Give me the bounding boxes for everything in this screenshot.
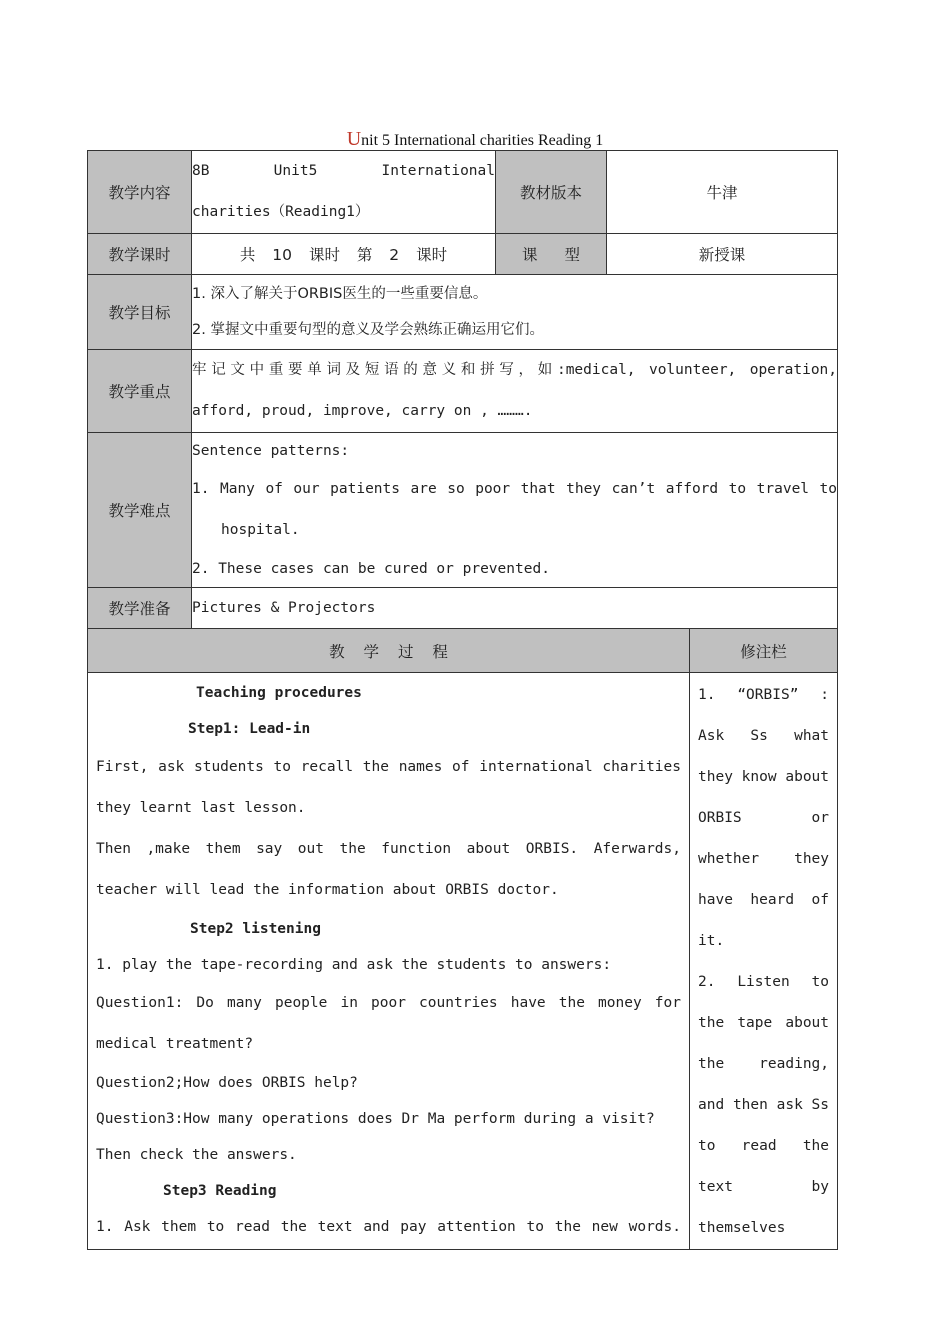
key-points-value (192, 350, 838, 433)
difficulties-value (192, 433, 838, 588)
step1-paragraph-2: Then ,make them say out the function about ORBIS. Aferwards, teacher will lead the information about ORBIS doctor. (96, 841, 681, 898)
step1-paragraph-1: First, ask students to recall the names of international charities they learnt last lesson. (96, 759, 681, 816)
difficulty-item-2: 2. These cases can be cured or prevented. (192, 561, 550, 577)
note-line: themselves (698, 1220, 786, 1236)
process-header: 教 学 过 程 (88, 629, 690, 673)
title-first-letter: U (346, 128, 362, 150)
row-period (88, 234, 838, 275)
note-line: text by (698, 1179, 830, 1195)
step3-instruction: 1. Ask them to read the text and pay attention to the new words. (96, 1219, 681, 1235)
label-objectives: 教学目标 (88, 275, 192, 350)
row-key-points (88, 350, 838, 433)
procedure-cell (88, 673, 690, 1250)
difficulty-item-1: 1. Many of our patients are so poor that they can’t afford to travel to hospital. (192, 481, 838, 538)
label-preparation: 教学准备 (88, 588, 192, 629)
check-answers: Then check the answers. (96, 1147, 297, 1163)
notes-cell (690, 673, 838, 1250)
objectives-value (192, 275, 838, 350)
type-value: 新授课 (607, 234, 838, 275)
note-line: 1. “ORBIS” : (698, 687, 830, 703)
question-1: Question1: Do many people in poor countries have the money for medical treatment? (96, 995, 681, 1052)
label-type: 课 型 (496, 234, 607, 275)
note-line: to read the (698, 1138, 830, 1154)
lesson-plan-table (87, 150, 838, 1250)
preparation-value: Pictures & Projectors (192, 588, 838, 629)
row-preparation (88, 588, 838, 629)
question-3: Question3:How many operations does Dr Ma perform during a visit? (96, 1111, 655, 1127)
notes-header: 修注栏 (690, 629, 838, 673)
row-content (88, 151, 838, 234)
key-points-line-2: afford, proud, improve, carry on , ………. (192, 403, 533, 419)
row-procedure (88, 673, 838, 1250)
row-difficulties (88, 433, 838, 588)
row-objectives (88, 275, 838, 350)
step2-heading: Step2 listening (190, 921, 321, 937)
edition-value: 牛津 (607, 151, 838, 234)
question-2: Question2;How does ORBIS help? (96, 1075, 358, 1091)
note-line: the tape about (698, 1015, 830, 1031)
objective-item: 1. 深入了解关于ORBIS医生的一些重要信息。 (192, 286, 488, 302)
note-line: ORBIS or (698, 810, 830, 826)
title-text: nit 5 International charities Reading 1 (361, 132, 604, 149)
page-title (0, 128, 950, 151)
label-period: 教学课时 (88, 234, 192, 275)
note-line: and then ask Ss (698, 1097, 830, 1113)
step2-instruction: 1. play the tape-recording and ask the students to answers: (96, 957, 612, 973)
note-line: whether they (698, 851, 830, 867)
note-line: have heard of (698, 892, 830, 908)
key-points-line-1: 牢记文中重要单词及短语的意义和拼写，如:medical, volunteer, operation, (192, 362, 838, 378)
content-line-2: charities（Reading1） (192, 204, 370, 220)
label-content: 教学内容 (88, 151, 192, 234)
label-difficulties: 教学难点 (88, 433, 192, 588)
content-line-1: 8B Unit5 International (192, 163, 495, 179)
note-line: it. (698, 933, 725, 949)
note-line: the reading, (698, 1056, 830, 1072)
period-value: 共 10 课时 第 2 课时 (192, 234, 496, 275)
note-line: they know about (698, 769, 830, 785)
content-value (192, 151, 496, 234)
step3-heading: Step3 Reading (163, 1183, 277, 1199)
difficulties-intro: Sentence patterns: (192, 443, 350, 459)
note-line: Ask Ss what (698, 728, 830, 744)
note-line: 2. Listen to (698, 974, 830, 990)
label-key-points: 教学重点 (88, 350, 192, 433)
label-edition: 教材版本 (496, 151, 607, 234)
objective-item: 2. 掌握文中重要句型的意义及学会熟练正确运用它们。 (192, 322, 544, 338)
procedure-heading: Teaching procedures (196, 685, 362, 701)
step1-heading: Step1: Lead-in (188, 721, 311, 737)
row-process-header (88, 629, 838, 673)
